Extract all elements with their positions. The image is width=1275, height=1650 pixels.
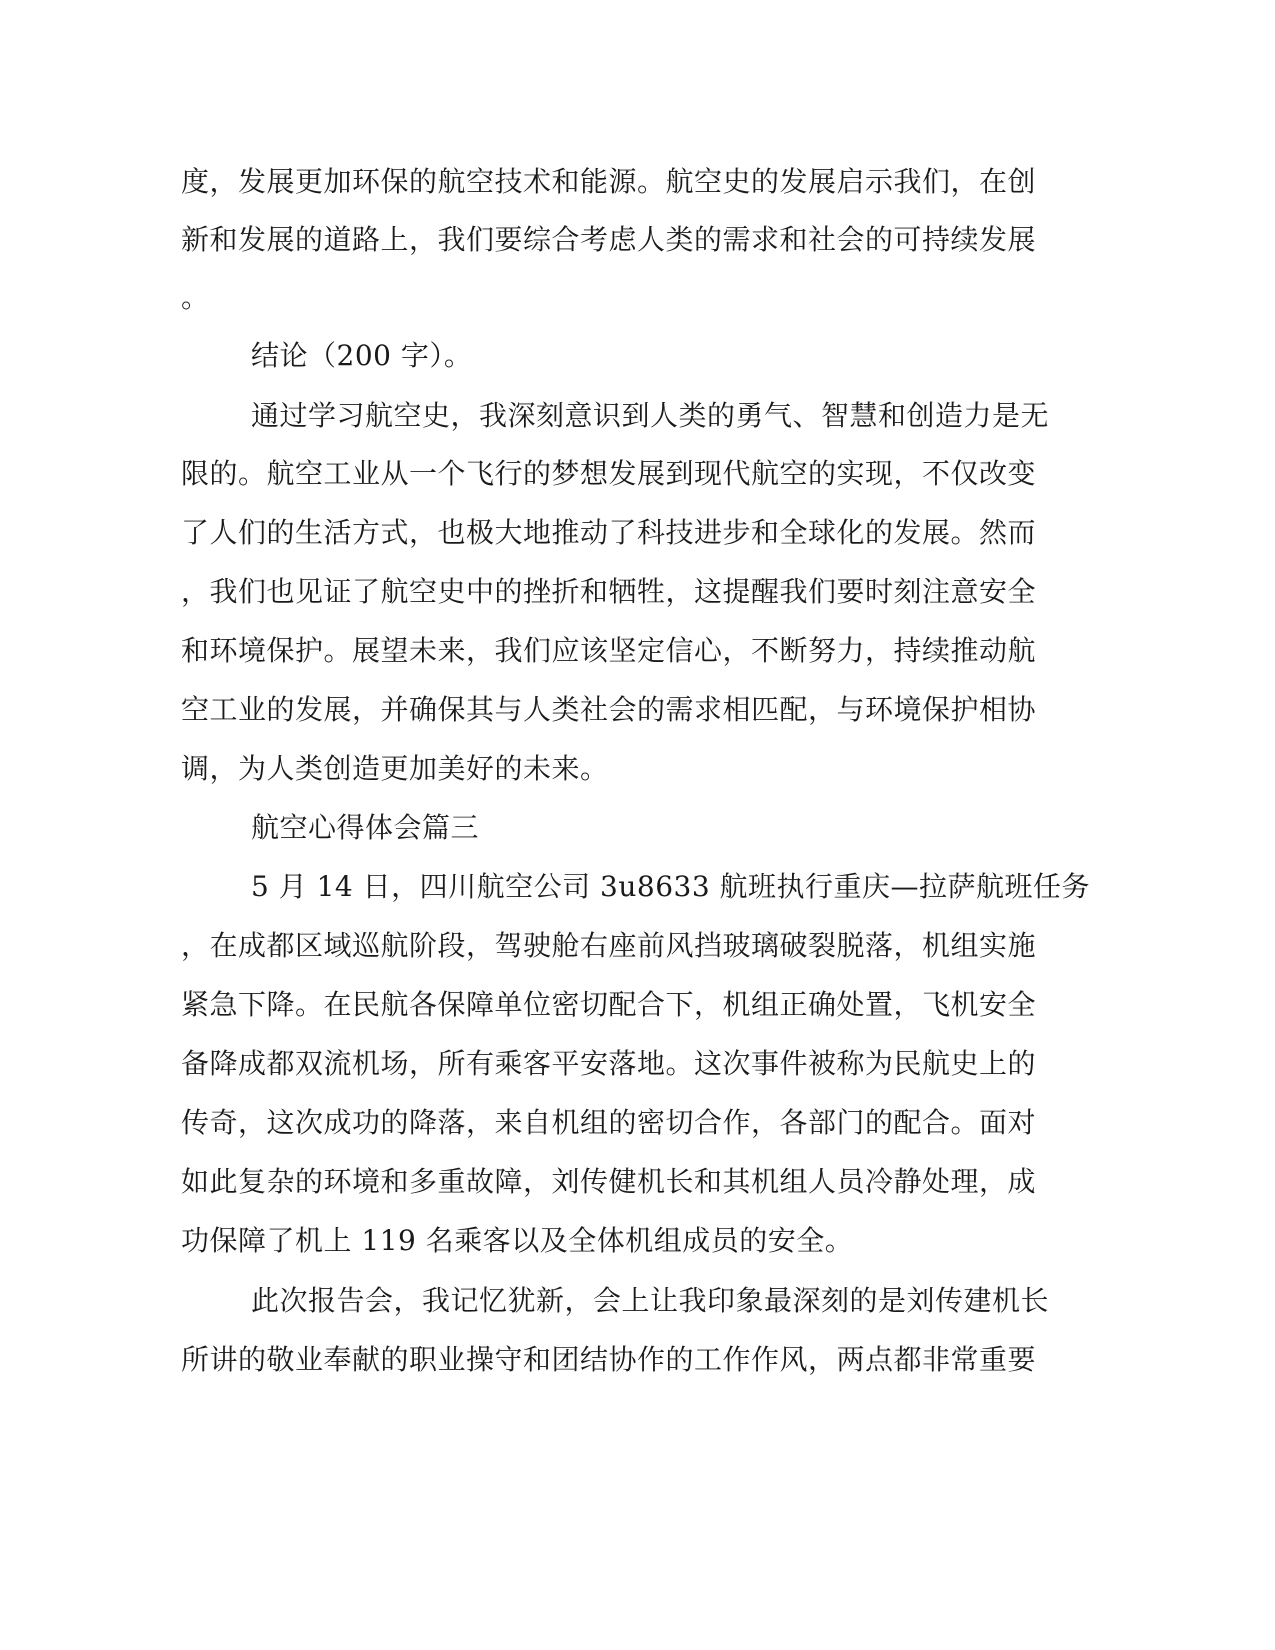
- text-line: 新和发展的道路上，我们要综合考虑人类的需求和社会的可持续发展: [181, 223, 1037, 256]
- text-line: 了人们的生活方式，也极大地推动了科技进步和全球化的发展。然而: [181, 516, 1037, 549]
- text-line: 如此复杂的环境和多重故障，刘传健机长和其机组人员冷静处理，成: [181, 1165, 1037, 1198]
- text-line: 紧急下降。在民航各保障单位密切配合下，机组正确处置，飞机安全: [181, 988, 1037, 1021]
- text-line: 备降成都双流机场，所有乘客平安落地。这次事件被称为民航史上的: [181, 1047, 1037, 1080]
- section-heading: 航空心得体会篇三: [251, 811, 480, 844]
- text-line: 空工业的发展，并确保其与人类社会的需求相匹配，与环境保护相协: [181, 693, 1037, 726]
- text-line: 通过学习航空史，我深刻意识到人类的勇气、智慧和创造力是无: [251, 399, 1050, 432]
- text-line: 5 月 14 日，四川航空公司 3u8633 航班执行重庆—拉萨航班任务: [251, 870, 1091, 903]
- text-line: ，在成都区域巡航阶段，驾驶舱右座前风挡玻璃破裂脱落，机组实施: [181, 929, 1037, 962]
- text-line: 此次报告会，我记忆犹新，会上让我印象最深刻的是刘传建机长: [251, 1284, 1050, 1317]
- text-line: 功保障了机上 119 名乘客以及全体机组成员的安全。: [181, 1224, 854, 1257]
- text-line: 调，为人类创造更加美好的未来。: [181, 752, 609, 785]
- text-line: 所讲的敬业奉献的职业操守和团结协作的工作作风，两点都非常重要: [181, 1343, 1037, 1376]
- text-line: 度，发展更加环保的航空技术和能源。航空史的发展启示我们，在创: [181, 165, 1037, 198]
- text-line: ，我们也见证了航空史中的挫折和牺牲，这提醒我们要时刻注意安全: [181, 575, 1037, 608]
- text-line: 和环境保护。展望未来，我们应该坚定信心，不断努力，持续推动航: [181, 634, 1037, 667]
- text-line: 。: [181, 281, 210, 314]
- text-line: 传奇，这次成功的降落，来自机组的密切合作，各部门的配合。面对: [181, 1106, 1037, 1139]
- section-heading: 结论（200 字）。: [251, 339, 473, 372]
- text-line: 限的。航空工业从一个飞行的梦想发展到现代航空的实现，不仅改变: [181, 457, 1037, 490]
